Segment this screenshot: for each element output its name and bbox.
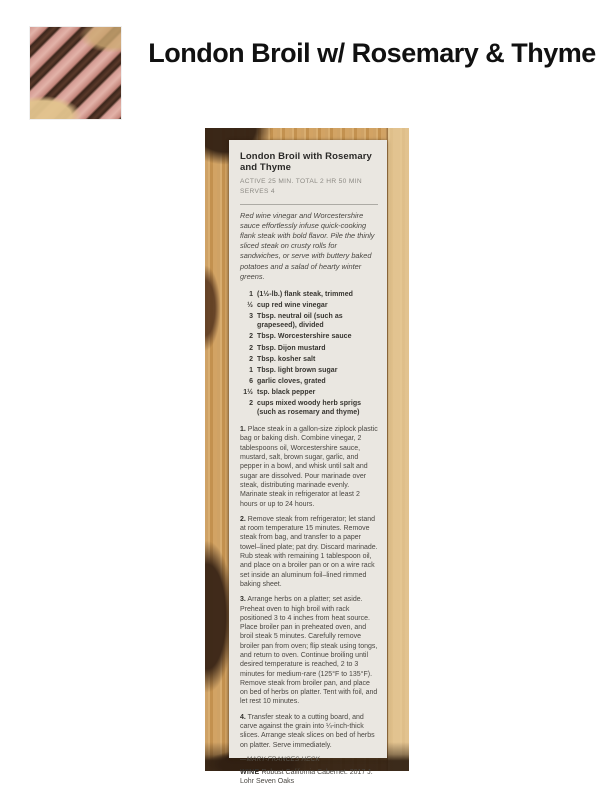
recipe-time: ACTIVE 25 MIN. TOTAL 2 HR 50 MIN [240,178,362,186]
step-text: Remove steak from refrigerator; let stand at room temperature 15 minutes. Remove steak from bag, and transfer to a paper towel–lined plate; pat dry. Discard marinade. Rub steak with remaining 1 tablespoon oil, and place on a broiler pan or on a wire rack set inside an aluminum foil–lined rimmed baking sheet. [240,515,378,588]
ingredient-name: Tbsp. light brown sugar [257,366,338,374]
recipe-serves: SERVES 4 [240,187,275,195]
ingredient-row [240,344,378,353]
ingredient-qty: 6 [249,377,253,385]
recipe-clipping-scan [205,128,409,786]
step-number: 4. [240,713,246,721]
ingredient-qty: 1 [249,291,253,299]
step-text: Arrange herbs on a platter; set aside. Preheat oven to high broil with rack positioned 3 to 4 inches from heat source. Place broiler pan in preheated oven, and broil steak 5 minutes. Carefully remove broiler pan from oven; flip steak using tongs, and return to oven. Continue broiling until desired temperature is reached, 2 to 3 minutes for medium-rare (125°F to 135°F). Remove steak from broiler pan, and place on bed of herbs on platter. Tent with foil, and let rest 10 minutes. [240,596,378,706]
ingredient-row [240,312,378,330]
ingredient-name: Tbsp. Worcestershire sauce [257,333,352,341]
ingredient-row [240,355,378,364]
ingredient-qty: 1½ [243,388,253,396]
ingredient-name: (1½-lb.) flank steak, trimmed [257,291,353,299]
instruction-step [240,425,378,509]
instructions [240,425,378,750]
ingredient-row [240,301,378,310]
ingredient-row [240,366,378,375]
ingredient-qty: ½ [247,302,253,310]
step-number: 3. [240,596,246,604]
ingredient-name: Tbsp. Dijon mustard [257,344,326,352]
recipe-meta [240,177,378,196]
instruction-step [240,713,378,750]
ingredient-name: cups mixed woody herb sprigs (such as rosemary and thyme) [257,399,362,417]
step-text: Transfer steak to a cutting board, and carve against the grain into ¼-inch-thick slices. Arrange steak slices on bed of herbs on platter. Serve immediately. [240,713,375,749]
wine-label: WINE [240,768,260,776]
ingredient-name: garlic cloves, grated [257,377,326,385]
ingredient-row [240,377,378,386]
recipe-description: Red wine vinegar and Worcestershire sauce effortlessly infuse quick-cooking flank steak with bold flavor. Pile the thinly sliced steak on crusty rolls for sandwiches, or serve with buttery baked potatoes and a salad of hearty winter greens. [240,210,375,281]
ingredient-name: cup red wine vinegar [257,302,328,310]
step-number: 2. [240,515,246,523]
ingredient-qty: 2 [249,333,253,341]
ingredient-row [240,290,378,299]
page-title: London Broil w/ Rosemary & Thyme [148,38,596,68]
ingredient-row [240,399,378,417]
author-attribution: —MARY-FRANCES HECK [240,755,320,763]
wine-text: Robust California Cabernet: 2017 J. Lohr Seven Oaks [240,768,373,786]
ingredient-qty: 2 [249,355,253,363]
wine-pairing [240,768,378,787]
step-text: Place steak in a gallon-size ziplock plastic bag or baking dish. Combine vinegar, 2 tablespoons oil, Worcestershire sauce, mustard, salt, brown sugar, garlic, and pepper in a bowl, and whisk until salt and sugar are dissolved. Pour marinade over steak, distributing marinade evenly. Marinate steak in refrigerator at least 2 hours or up to 24 hours. [240,426,378,508]
instruction-step [240,515,378,589]
ingredient-name: Tbsp. neutral oil (such as grapeseed), divided [257,313,343,330]
ingredient-qty: 1 [249,366,253,374]
ingredient-name: Tbsp. kosher salt [257,355,316,363]
ingredient-qty: 2 [249,399,253,407]
recipe-title: London Broil with Rosemary and Thyme [240,151,372,174]
ingredient-list [240,290,378,417]
divider [240,204,378,205]
steak-slices-photo [30,27,121,119]
ingredient-row [240,388,378,397]
ingredient-row [240,332,378,341]
instruction-step [240,595,378,707]
ingredient-qty: 2 [249,344,253,352]
step-number: 1. [240,426,246,434]
ingredient-name: tsp. black pepper [257,388,316,396]
ingredient-qty: 3 [249,313,253,321]
recipe-card [229,140,387,786]
